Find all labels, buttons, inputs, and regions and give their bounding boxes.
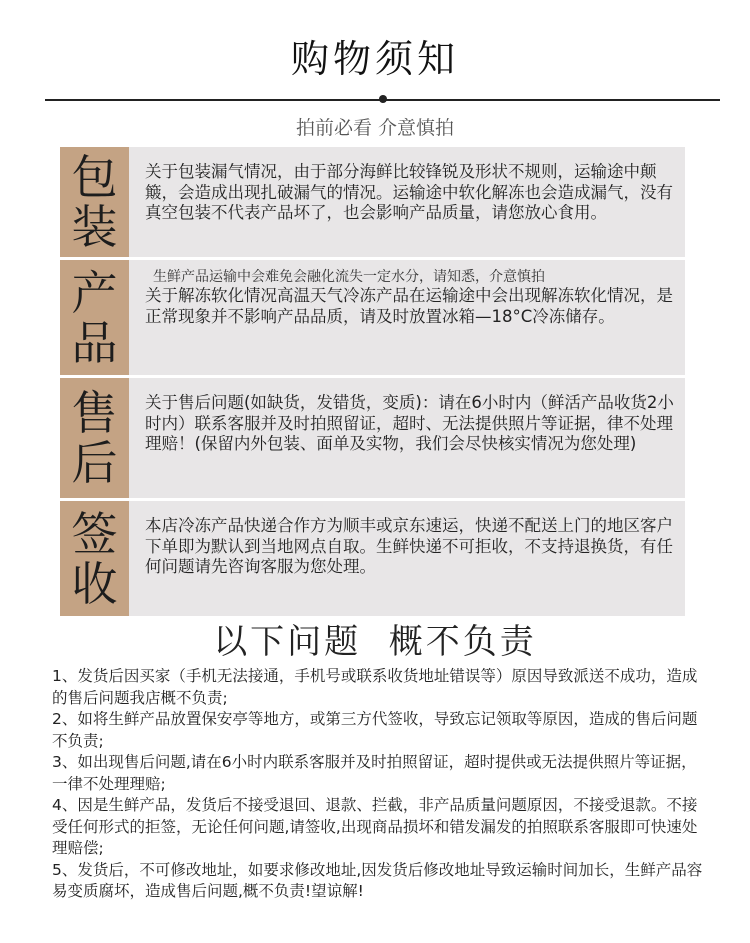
disclaimer-item: 2、如将生鲜产品放置保安亭等地方，或第三方代签收，导致忘记领取等原因，造成的售后问题不负责; bbox=[52, 710, 698, 750]
disclaimer-heading: 以下问题 概不负责 bbox=[213, 622, 537, 662]
section-after-sales bbox=[60, 378, 685, 498]
section-label-char: 收 bbox=[71, 556, 118, 611]
section-label-char: 签 bbox=[71, 506, 118, 561]
page-subtitle: 拍前必看 介意慎拍 bbox=[295, 117, 455, 139]
disclaimer-list bbox=[52, 666, 707, 903]
section-label-char: 产 bbox=[71, 265, 118, 320]
section-label-char: 装 bbox=[71, 200, 118, 254]
disclaimer-item: 5、发货后，不可修改地址，如要求修改地址,因发货后修改地址导致运输时间加长，生鲜产品容易变质腐坏，造成售后问题,概不负责!望谅解! bbox=[52, 860, 703, 900]
section-label bbox=[60, 260, 129, 375]
disclaimer-item: 1、发货后因买家（手机无法接通，手机号或联系收货地址错误等）原因导致派送不成功，造成的售后问题我店概不负责; bbox=[52, 667, 698, 707]
page-title: 购物须知 bbox=[290, 37, 459, 81]
section-text: 关于包装漏气情况，由于部分海鲜比较锋锐及形状不规则，运输途中颠簸，会造成出现扎破漏气的情况。运输途中软化解冻也会造成漏气，没有真空包装不代表产品坏了，也会影响产品质量，请您放心食用。 bbox=[145, 162, 673, 222]
section-label bbox=[60, 501, 129, 616]
disclaimer-item: 3、如出现售后问题,请在6小时内联系客服并及时拍照留证，超时提供或无法提供照片等证据，一律不处理理赔; bbox=[52, 753, 697, 793]
disclaimer-item: 4、因是生鲜产品，发货后不接受退回、退款、拦截，非产品质量问题原因，不接受退款。不接受任何形式的拒签，无论任何问题,请签收,出现商品损坏和错发漏发的拍照联系客服即可快速处理赔偿; bbox=[52, 796, 698, 857]
section-label-char: 品 bbox=[71, 315, 118, 370]
section-label bbox=[60, 147, 129, 257]
section-text: 关于售后问题(如缺货，发错货，变质)：请在6小时内（鲜活产品收货2小时内）联系客服并及时拍照留证，超时、无法提供照片等证据，律不处理理赔！(保留内外包装、面单及实物，我们会尽快核实情况为您处理) bbox=[145, 393, 674, 453]
notice-sections bbox=[60, 147, 685, 616]
section-label-char: 后 bbox=[71, 436, 118, 490]
section-label-char: 包 bbox=[71, 150, 118, 204]
section-delivery bbox=[60, 501, 685, 616]
section-product bbox=[60, 260, 685, 375]
section-packaging bbox=[60, 147, 685, 257]
section-text: 本店冷冻产品快递合作方为顺丰或京东速运，快递不配送上门的地区客户下单即为默认到当地网点自取。生鲜快递不可拒收，不支持退换货，有任何问题请先咨询客服为您处理。 bbox=[145, 516, 673, 576]
section-label bbox=[60, 378, 129, 498]
section-label-char: 售 bbox=[71, 386, 118, 440]
section-text: 关于解冻软化情况高温天气冷冻产品在运输途中会出现解冻软化情况，是正常现象并不影响产品品质，请及时放置冰箱—18°C冷冻储存。 bbox=[145, 286, 673, 326]
divider-dot bbox=[379, 95, 387, 103]
section-note: 生鲜产品运输中会难免会融化流失一定水分，请知悉，介意慎拍 bbox=[153, 269, 545, 285]
section-body bbox=[129, 260, 685, 375]
